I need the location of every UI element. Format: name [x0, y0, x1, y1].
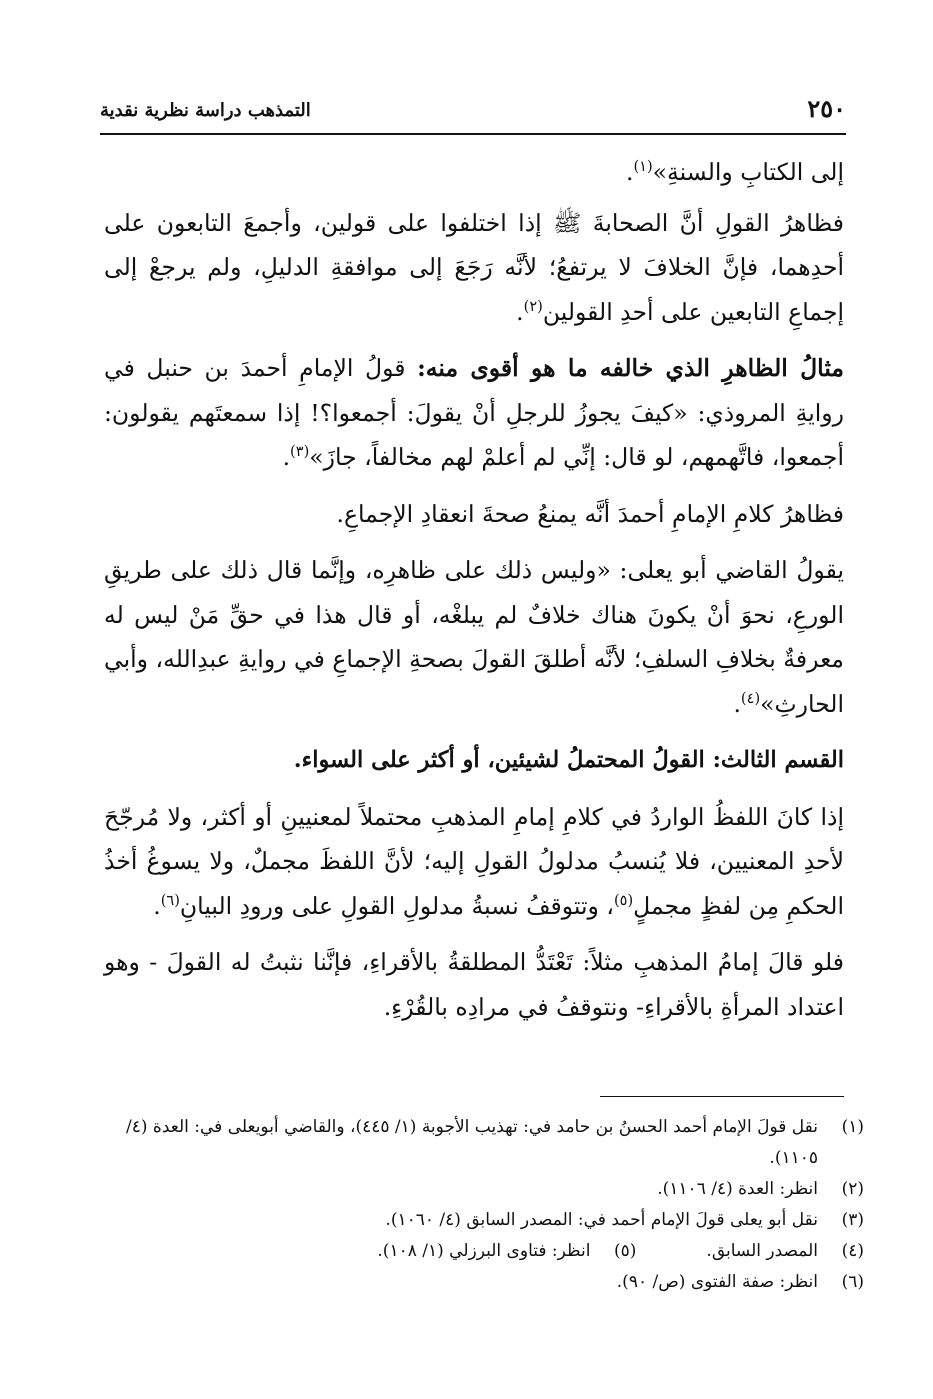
footnote-text: نقل قولَ الإمام أحمد الحسنُ بن حامد في: تهذيب الأجوبة (١/ ٤٤٥)، والقاضي أبويعلى في: العدة (٤/ ١١٠٥).: [126, 1117, 818, 1168]
footnote-text: انظر: صفة الفتوى (ص/ ٩٠).: [616, 1272, 818, 1292]
paragraph-4: فظاهرُ كلامِ الإمامِ أحمدَ أنَّه يمنعُ صحةَ انعقادِ الإجماعِ.: [336, 499, 844, 528]
footnote-ref-3[interactable]: (٣): [290, 443, 310, 461]
paragraph-6-text-b: ، وتتوقفُ نسبةُ مدلولِ القولِ على ورودِ البيانِ: [179, 891, 614, 920]
paragraph-1-end: .: [625, 158, 634, 186]
footnote-number: (٢): [841, 1179, 864, 1199]
footnote-number: (٣): [841, 1210, 864, 1230]
page-header: [100, 94, 846, 130]
footnote-text: المصدر السابق.: [706, 1241, 818, 1261]
paragraph-6: [104, 795, 844, 929]
footnote-text: نقل أبو يعلى قولَ الإمام أحمد في: المصدر السابق (٤/ ١٠٦٠).: [385, 1210, 818, 1230]
paragraph-3-text: قولُ الإمامِ أحمدَ بن حنبل في روايةِ المروذي: «كيفَ يجوزُ للرجلِ أنْ يقولَ: أجمعوا؟! إذا سمعتَهم يقولون: أجمعوا، فاتَّهمهم، لو قال: إنِّي لم أعلمْ لهم مخالفاً، جازَ»: [104, 354, 844, 471]
footnote-number: (١): [841, 1117, 864, 1137]
footnote-row-4-5: [104, 1236, 864, 1267]
footnote-ref-2[interactable]: (٢): [523, 297, 543, 315]
paragraph-7: فلو قالَ إمامُ المذهبِ مثلاً: تَعْتَدُّ المطلقةُ بالأقراءِ، فإنَّنا نثبتُ له القولَ - وهو اعتداد المرأةِ بالأقراءِ- ونتوقفُ في مرادِه بالقُرْءِ.: [104, 948, 844, 1021]
paragraph-5: [104, 548, 844, 726]
example-heading: مثالُ الظاهرِ الذي خالفه ما هو أقوى منه:: [417, 354, 845, 382]
footnote-4: [706, 1236, 864, 1267]
paragraph-5-text: يقولُ القاضي أبو يعلى: «وليس ذلك على ظاهرِه، وإنَّما قال ذلك على طريقِ الورعِ، نحوَ أنْ يكونَ هناك خلافٌ لم يبلغْه، أو قال هذا في حقِّ مَنْ ليس له معرفةٌ بخلافِ السلفِ؛ لأنَّه أطلقَ القولَ بصحةِ الإجماعِ في روايةِ عبدِالله، وأبي الحارثِ»: [104, 556, 844, 718]
paragraph-1-text: إلى الكتابِ والسنةِ»: [652, 158, 844, 186]
footnote-text: انظر: العدة (٤/ ١١٠٦).: [657, 1179, 818, 1199]
footnote-number: (٦): [841, 1272, 864, 1292]
paragraph-2-end: .: [516, 297, 524, 326]
paragraph-1: [104, 150, 844, 195]
footnote-1: [104, 1112, 864, 1174]
paragraph-2: [104, 201, 844, 335]
running-title: التمذهب دراسة نظرية نقدية: [100, 100, 311, 121]
footnote-ref-5[interactable]: (٥): [613, 891, 634, 909]
paragraph-6-end: .: [153, 891, 161, 920]
footnote-2: [104, 1174, 864, 1205]
footnotes: [104, 1112, 864, 1298]
footnote-6: [104, 1267, 864, 1298]
header-rule: [100, 133, 846, 135]
paragraph-3-end: .: [282, 443, 291, 471]
footnote-ref-6[interactable]: (٦): [160, 891, 180, 909]
footnote-rule: [600, 1096, 844, 1097]
main-text: [104, 150, 844, 1041]
footnote-ref-4[interactable]: (٤): [740, 689, 761, 707]
footnote-ref-1[interactable]: (١): [633, 158, 653, 176]
footnote-5: [377, 1236, 636, 1267]
footnote-number: (٤): [841, 1241, 864, 1261]
paragraph-3: [104, 346, 844, 480]
page-number: ٢٥٠: [807, 94, 846, 123]
paragraph-2-text: فظاهرُ القولِ أنَّ الصحابةَ ﷺ إذا اختلفوا على قولين، وأجمعَ التابعون على أحدِهما، فإنَّ الخلافَ لا يرتفعُ؛ لأنَّه رَجَعَ إلى موافقةِ الدليلِ، ولم يرجعْ إلى إجماعِ التابعين على أحدِ القولين: [104, 208, 844, 326]
footnote-3: [104, 1205, 864, 1236]
footnote-text: انظر: فتاوى البرزلي (١/ ١٠٨).: [377, 1241, 591, 1261]
section-title: القسم الثالث: القولُ المحتملُ لشيئين، أو أكثر على السواء.: [293, 747, 844, 773]
footnote-number: (٥): [614, 1241, 637, 1261]
paragraph-5-end: .: [733, 689, 741, 718]
paragraph-6-text-a: إذا كانَ اللفظُ الواردُ في كلامِ إمامِ المذهبِ محتملاً لمعنيينِ أو أكثر، ولا مُرجّحَ لأحدِ المعنيين، فلا يُنسبُ مدلولُ القولِ إليه؛ لأنَّ اللفظَ مجملٌ، ولا يسوغُ أخذُ الحكمِ مِن لفظٍ مجملٍ: [104, 802, 844, 920]
